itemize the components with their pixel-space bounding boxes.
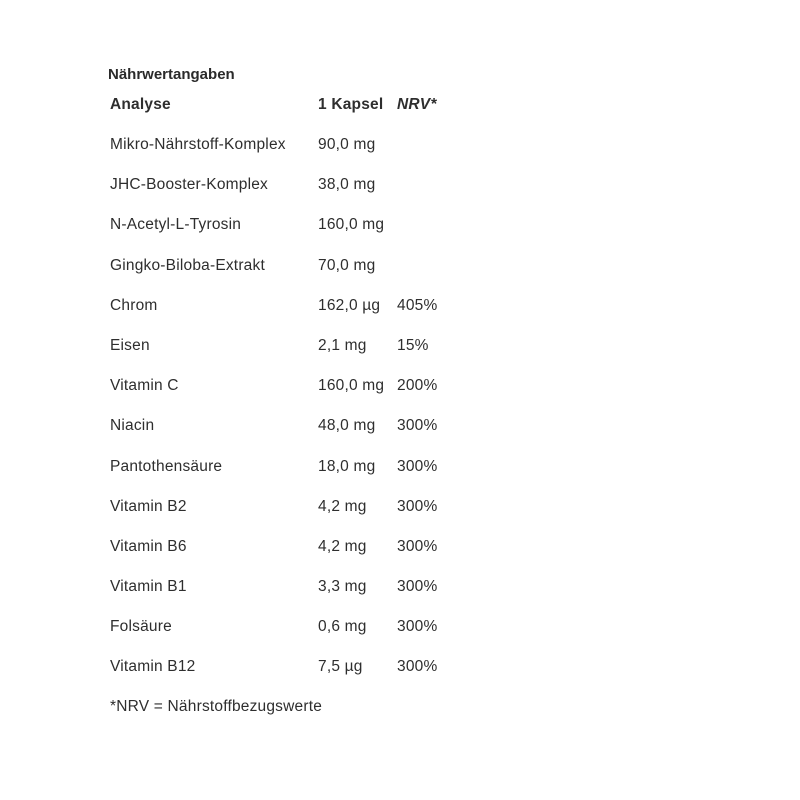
row-name: Vitamin B2 (110, 497, 187, 515)
row-amount: 7,5 µg (318, 658, 363, 676)
row-amount: 48,0 mg (318, 417, 376, 435)
row-nrv: 300% (397, 417, 438, 435)
row-name: Eisen (110, 336, 150, 354)
row-amount: 4,2 mg (318, 497, 367, 515)
header-nrv: NRV* (397, 96, 437, 113)
row-nrv: 15% (397, 336, 429, 354)
row-name: Mikro-Nährstoff-Komplex (110, 136, 286, 153)
row-nrv: 300% (397, 578, 438, 596)
row-name: Gingko-Biloba-Extrakt (110, 256, 265, 274)
row-nrv: 300% (397, 457, 438, 475)
row-amount: 90,0 mg (318, 136, 376, 153)
row-name: Niacin (110, 417, 155, 435)
row-amount: 38,0 mg (318, 176, 376, 194)
row-amount: 3,3 mg (318, 578, 367, 596)
row-nrv: 200% (397, 377, 438, 395)
row-name: Vitamin C (110, 377, 179, 395)
row-amount: 160,0 mg (318, 216, 385, 234)
row-amount: 70,0 mg (318, 256, 376, 274)
row-name: JHC-Booster-Komplex (110, 176, 268, 194)
row-amount: 0,6 mg (318, 618, 367, 636)
row-nrv: 405% (397, 296, 438, 314)
row-amount: 4,2 mg (318, 537, 367, 555)
row-name: Chrom (110, 296, 158, 314)
row-name: Vitamin B1 (110, 578, 187, 596)
row-name: Vitamin B6 (110, 537, 187, 555)
row-nrv: 300% (397, 537, 438, 555)
row-amount: 18,0 mg (318, 457, 376, 475)
header-per-capsule: 1 Kapsel (318, 96, 384, 113)
row-name: Vitamin B12 (110, 658, 196, 676)
row-amount: 2,1 mg (318, 336, 367, 354)
page-title: Nährwertangaben (108, 66, 235, 83)
row-name: Folsäure (110, 618, 172, 636)
row-amount: 162,0 µg (318, 296, 381, 314)
row-amount: 160,0 mg (318, 377, 385, 395)
row-nrv: 300% (397, 497, 438, 515)
row-name: Pantothensäure (110, 457, 223, 475)
row-name: N-Acetyl-L-Tyrosin (110, 216, 242, 234)
row-nrv: 300% (397, 618, 438, 636)
header-analyse: Analyse (110, 96, 171, 113)
nrv-footnote: *NRV = Nährstoffbezugswerte (110, 698, 323, 715)
row-nrv: 300% (397, 658, 438, 676)
